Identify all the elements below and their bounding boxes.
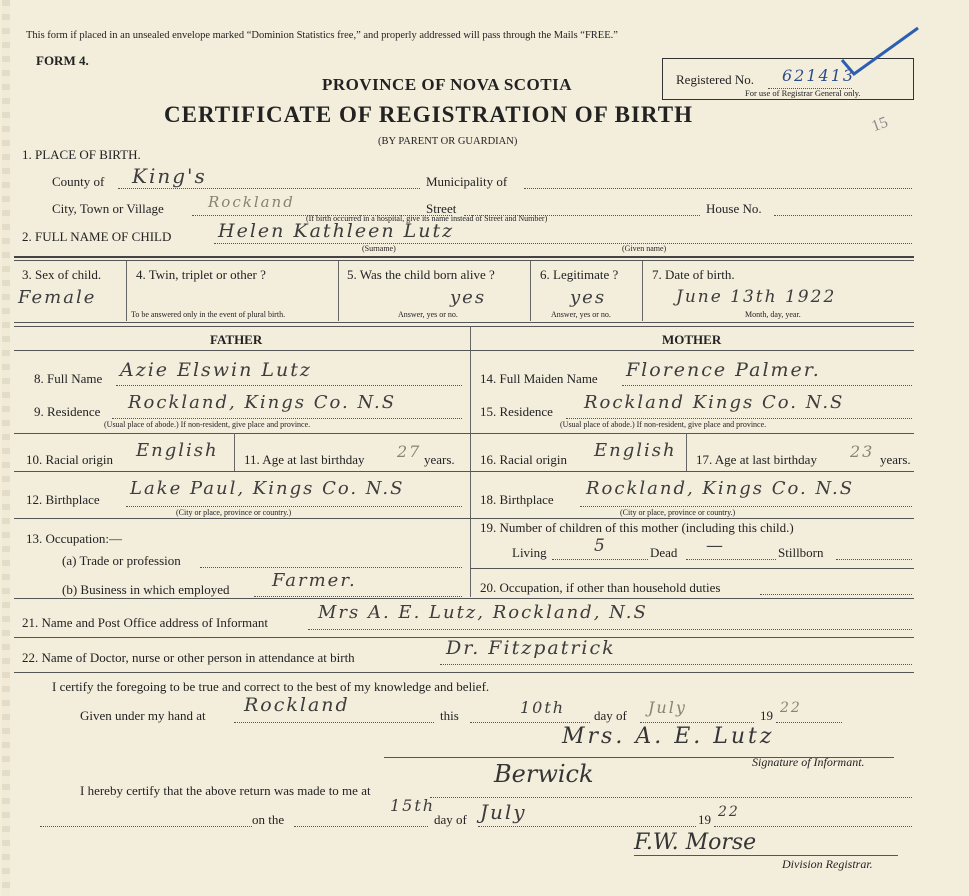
dob-label: 7. Date of birth.	[652, 267, 735, 282]
mail-notice: This form if placed in an unsealed envelope marked “Dominion Statistics free,” and properly addressed will pass through the Mails “FREE.”	[26, 30, 618, 41]
on-the-label: on the	[252, 812, 285, 827]
informant-label: 21. Name and Post Office address of Informant	[22, 615, 268, 630]
registrar-signature: F.W. Morse	[634, 830, 757, 855]
registrar-year-value: 22	[718, 804, 740, 820]
dead-label: Dead	[650, 545, 678, 560]
mother-age-unit: years.	[880, 452, 911, 467]
checkmark-icon	[840, 26, 920, 86]
registrar-statement: I hereby certify that the above return was made to me at	[80, 783, 371, 798]
father-name-label: 8. Full Name	[34, 371, 103, 386]
registrar-month-value: July	[480, 800, 527, 824]
father-name-value: Azie Elswin Lutz	[120, 359, 312, 381]
father-birthplace-label: 12. Birthplace	[26, 492, 100, 507]
business-label: (b) Business in which employed	[62, 582, 230, 597]
registered-no-note: For use of Registrar General only.	[745, 88, 861, 98]
father-age-label: 11. Age at last birthday	[244, 452, 365, 467]
living-value: 5	[594, 536, 607, 556]
registered-no-value: 621413	[782, 66, 856, 85]
certificate-subtitle: (BY PARENT OR GUARDIAN)	[378, 136, 518, 147]
certify-day-value: 10th	[520, 698, 566, 717]
county-label: County of	[52, 174, 105, 189]
legitimate-note: Answer, yes or no.	[551, 310, 611, 319]
certify-day-label: day of	[594, 708, 627, 723]
sex-value: Female	[18, 287, 97, 308]
mother-name-label: 14. Full Maiden Name	[480, 371, 598, 386]
stillborn-label: Stillborn	[778, 545, 824, 560]
occupation-label: 13. Occupation:—	[26, 531, 123, 546]
city-value: Rockland	[208, 193, 295, 211]
mother-residence-note: (Usual place of abode.) If non-resident, give place and province.	[560, 420, 767, 429]
mother-name-value: Florence Palmer.	[626, 359, 821, 381]
informant-signature: Mrs. A. E. Lutz	[562, 724, 775, 749]
given-place-value: Rockland	[244, 694, 350, 716]
given-name-note: (Given name)	[622, 244, 667, 253]
father-residence-value: Rockland, Kings Co. N.S	[128, 392, 397, 413]
county-value: King's	[132, 164, 207, 188]
child-name-label: 2. FULL NAME OF CHILD	[22, 229, 172, 244]
registrar-day-value: 15th	[390, 796, 436, 815]
born-alive-label: 5. Was the child born alive ?	[347, 267, 495, 282]
business-value: Farmer.	[272, 570, 357, 591]
father-residence-note: (Usual place of abode.) If non-resident, give place and province.	[104, 420, 311, 429]
dob-value: June 13th 1922	[676, 287, 837, 307]
given-under-label: Given under my hand at	[80, 708, 206, 723]
registered-no-label: Registered No.	[676, 72, 754, 87]
registrar-year-prefix: 19	[698, 812, 711, 827]
certificate-title: CERTIFICATE OF REGISTRATION OF BIRTH	[164, 102, 693, 127]
mother-residence-value: Rockland Kings Co. N.S	[584, 392, 845, 413]
house-no-label: House No.	[706, 201, 762, 216]
street-label: Street	[426, 201, 457, 216]
mother-birthplace-note: (City or place, province or country.)	[620, 508, 736, 517]
mother-residence-label: 15. Residence	[480, 404, 553, 419]
mother-heading: MOTHER	[662, 332, 722, 347]
children-count-label: 19. Number of children of this mother (including this child.)	[480, 520, 794, 535]
trade-label: (a) Trade or profession	[62, 553, 181, 568]
certify-year-value: 22	[780, 700, 802, 716]
registrar-signature-label: Division Registrar.	[782, 857, 873, 871]
dob-note: Month, day, year.	[745, 310, 801, 319]
dead-value: —	[706, 536, 725, 556]
legitimate-label: 6. Legitimate ?	[540, 267, 619, 282]
father-heading: FATHER	[210, 332, 263, 347]
mother-age-value: 23	[850, 442, 875, 461]
doctor-label: 22. Name of Doctor, nurse or other person in attendance at birth	[22, 650, 355, 665]
certify-year-prefix: 19	[760, 708, 773, 723]
sex-label: 3. Sex of child.	[22, 267, 102, 282]
child-name-value: Helen Kathleen Lutz	[218, 220, 455, 242]
registrar-day-label: day of	[434, 812, 467, 827]
mother-racial-label: 16. Racial origin	[480, 452, 568, 467]
father-birthplace-note: (City or place, province or country.)	[176, 508, 292, 517]
mother-age-label: 17. Age at last birthday	[696, 452, 817, 467]
twin-note: To be answered only in the event of plural birth.	[131, 310, 286, 319]
registrar-place-value: Berwick	[494, 760, 594, 788]
certify-month-value: July	[648, 698, 687, 717]
father-age-value: 27	[397, 442, 422, 461]
this-label: this	[440, 708, 459, 723]
province-heading: PROVINCE OF NOVA SCOTIA	[322, 75, 573, 94]
father-age-unit: years.	[424, 452, 455, 467]
legitimate-value: yes	[570, 287, 607, 308]
doctor-value: Dr. Fitzpatrick	[446, 637, 616, 659]
municipality-label: Municipality of	[426, 174, 508, 189]
living-label: Living	[512, 545, 547, 560]
father-racial-label: 10. Racial origin	[26, 452, 114, 467]
twin-label: 4. Twin, triplet or other ?	[136, 267, 266, 282]
born-alive-value: yes	[450, 287, 487, 308]
form-number: FORM 4.	[36, 53, 89, 68]
binding-edge	[2, 0, 10, 896]
father-birthplace-value: Lake Paul, Kings Co. N.S	[130, 478, 405, 499]
father-racial-value: English	[136, 440, 219, 461]
mother-birthplace-value: Rockland, Kings Co. N.S	[586, 478, 855, 499]
father-residence-label: 9. Residence	[34, 404, 101, 419]
certify-statement: I certify the foregoing to be true and correct to the best of my knowledge and belief.	[52, 679, 490, 694]
mother-birthplace-label: 18. Birthplace	[480, 492, 554, 507]
informant-signature-label: Signature of Informant.	[752, 755, 865, 769]
born-alive-note: Answer, yes or no.	[398, 310, 458, 319]
surname-note: (Surname)	[362, 244, 396, 253]
mother-occupation-label: 20. Occupation, if other than household duties	[480, 580, 721, 595]
place-of-birth-heading: 1. PLACE OF BIRTH.	[22, 147, 141, 162]
hospital-note: (If birth occurred in a hospital, give its name instead of Street and Number)	[306, 214, 548, 223]
margin-stamp: 15	[869, 113, 891, 136]
informant-value: Mrs A. E. Lutz, Rockland, N.S	[318, 602, 648, 623]
mother-racial-value: English	[594, 440, 677, 461]
city-label: City, Town or Village	[52, 201, 164, 216]
